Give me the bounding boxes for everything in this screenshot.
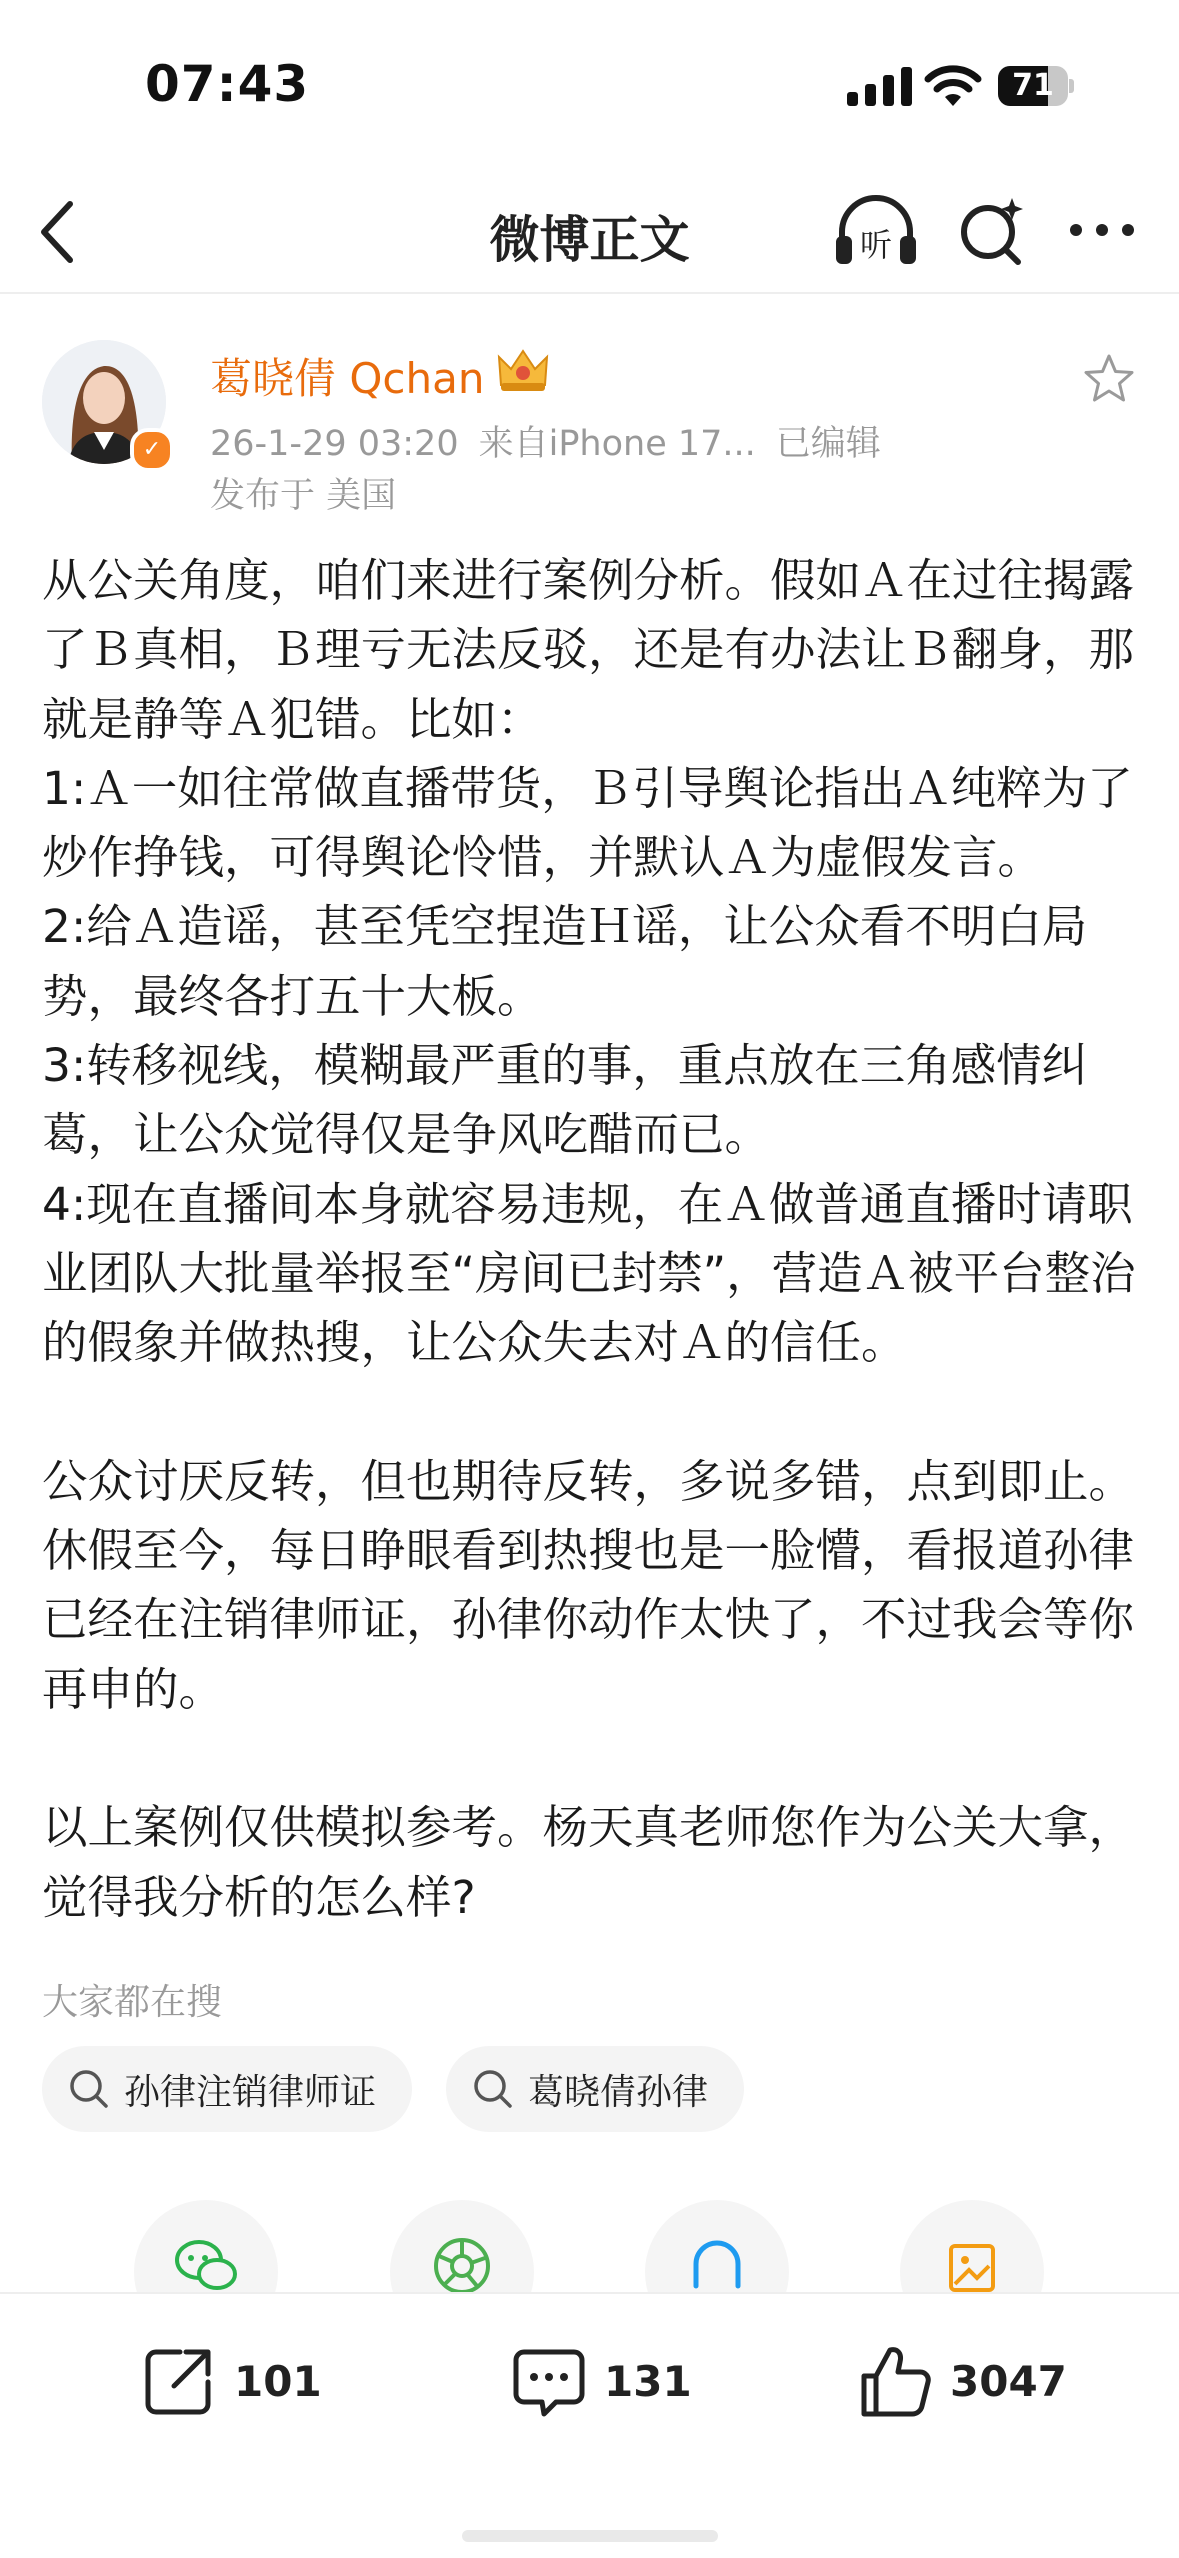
wifi-icon: [924, 64, 982, 108]
moments-icon: [427, 2228, 497, 2294]
share-qq-button[interactable]: [645, 2200, 789, 2294]
trending-chip-label: 葛晓倩孙律: [528, 2071, 709, 2113]
search-icon: [470, 2066, 516, 2112]
post-paragraph: 1:Ａ一如往常做直播带货，Ｂ引导舆论指出Ａ纯粹为了炒作挣钱，可得舆论怜惜，并默认Ａ为虚假发言。: [42, 761, 1133, 885]
post-paragraph: 4:现在直播间本身就容易违规，在Ａ做普通直播时请职业团队大批量举报至“房间已封禁”，营造Ａ被平台整治的假象并做热搜，让公众失去对Ａ的信任。: [42, 1177, 1136, 1370]
thumbs-up-icon: [856, 2342, 934, 2420]
verified-badge-icon: ✓: [130, 428, 174, 472]
post-meta: [210, 416, 901, 466]
post-paragraph: 以上案例仅供模拟参考。杨天真老师您作为公关大拿，觉得我分析的怎么样?: [42, 1801, 1135, 1924]
share-wechat-button[interactable]: [134, 2200, 278, 2294]
listen-label: 听: [859, 226, 893, 264]
battery-indicator: [998, 66, 1074, 106]
paragraph-spacer: [42, 1378, 1142, 1447]
author-name[interactable]: 葛晓倩 Qchan: [210, 354, 485, 403]
post-body: [42, 546, 1142, 1932]
post-source: 来自iPhone 17...: [478, 424, 756, 464]
like-count: 3047: [950, 2356, 1067, 2406]
edited-label[interactable]: 已编辑: [775, 424, 881, 464]
trending-chip[interactable]: [446, 2046, 744, 2132]
search-icon[interactable]: [956, 192, 1028, 270]
more-options-icon[interactable]: [1066, 210, 1138, 250]
listen-headphones-icon[interactable]: [832, 192, 920, 270]
battery-level: 71: [1012, 68, 1054, 103]
comment-icon: [510, 2342, 588, 2420]
post-paragraph: 公众讨厌反转，但也期待反转，多说多错，点到即止。休假至今，每日睁眼看到热搜也是一脸懵，看报道孙律已经在注销律师证，孙律你动作太快了，不过我会等你再申的。: [42, 1454, 1135, 1716]
share-row: [0, 2200, 1179, 2294]
wechat-icon: [171, 2228, 241, 2294]
comment-button[interactable]: [510, 2336, 692, 2426]
post-paragraph: 从公关角度，咱们来进行案例分析。假如Ａ在过往揭露了Ｂ真相，Ｂ理亏无法反驳，还是有办法让Ｂ翻身，那就是静等Ａ犯错。比如：: [42, 554, 1135, 746]
repost-icon: [140, 2342, 218, 2420]
comment-count: 131: [604, 2356, 692, 2406]
nav-bar: [0, 170, 1179, 294]
home-indicator: [462, 2530, 718, 2542]
repost-button[interactable]: [140, 2336, 322, 2426]
trending-chip[interactable]: [42, 2046, 412, 2132]
search-icon: [66, 2066, 112, 2112]
cellular-signal-icon: [845, 66, 917, 108]
vip-crown-icon[interactable]: [495, 345, 551, 395]
qq-icon: [682, 2228, 752, 2294]
bottom-toolbar: [0, 2292, 1179, 2558]
trending-title: 大家都在搜: [42, 1982, 223, 2023]
image-share-icon: [937, 2228, 1007, 2294]
status-bar: [0, 0, 1179, 170]
paragraph-spacer: [42, 1724, 1142, 1793]
post-paragraph: 2:给Ａ造谣，甚至凭空捏造Ｈ谣，让公众看不明白局势，最终各打五十大板。: [42, 900, 1088, 1023]
trending-chip-label: 孙律注销律师证: [124, 2071, 377, 2113]
status-time: 07:43: [145, 55, 310, 113]
repost-count: 101: [234, 2356, 322, 2406]
post-paragraph: 3:转移视线，模糊最严重的事，重点放在三角感情纠葛，让公众觉得仅是争风吃醋而已。: [42, 1039, 1088, 1162]
share-image-button[interactable]: [900, 2200, 1044, 2294]
share-moments-button[interactable]: [390, 2200, 534, 2294]
like-button[interactable]: [856, 2336, 1067, 2426]
post-date: 26-1-29 03:20: [210, 424, 459, 464]
page-title: 微博正文: [489, 211, 690, 269]
favorite-star-icon[interactable]: [1082, 352, 1136, 406]
post-location: 发布于 美国: [210, 476, 397, 516]
